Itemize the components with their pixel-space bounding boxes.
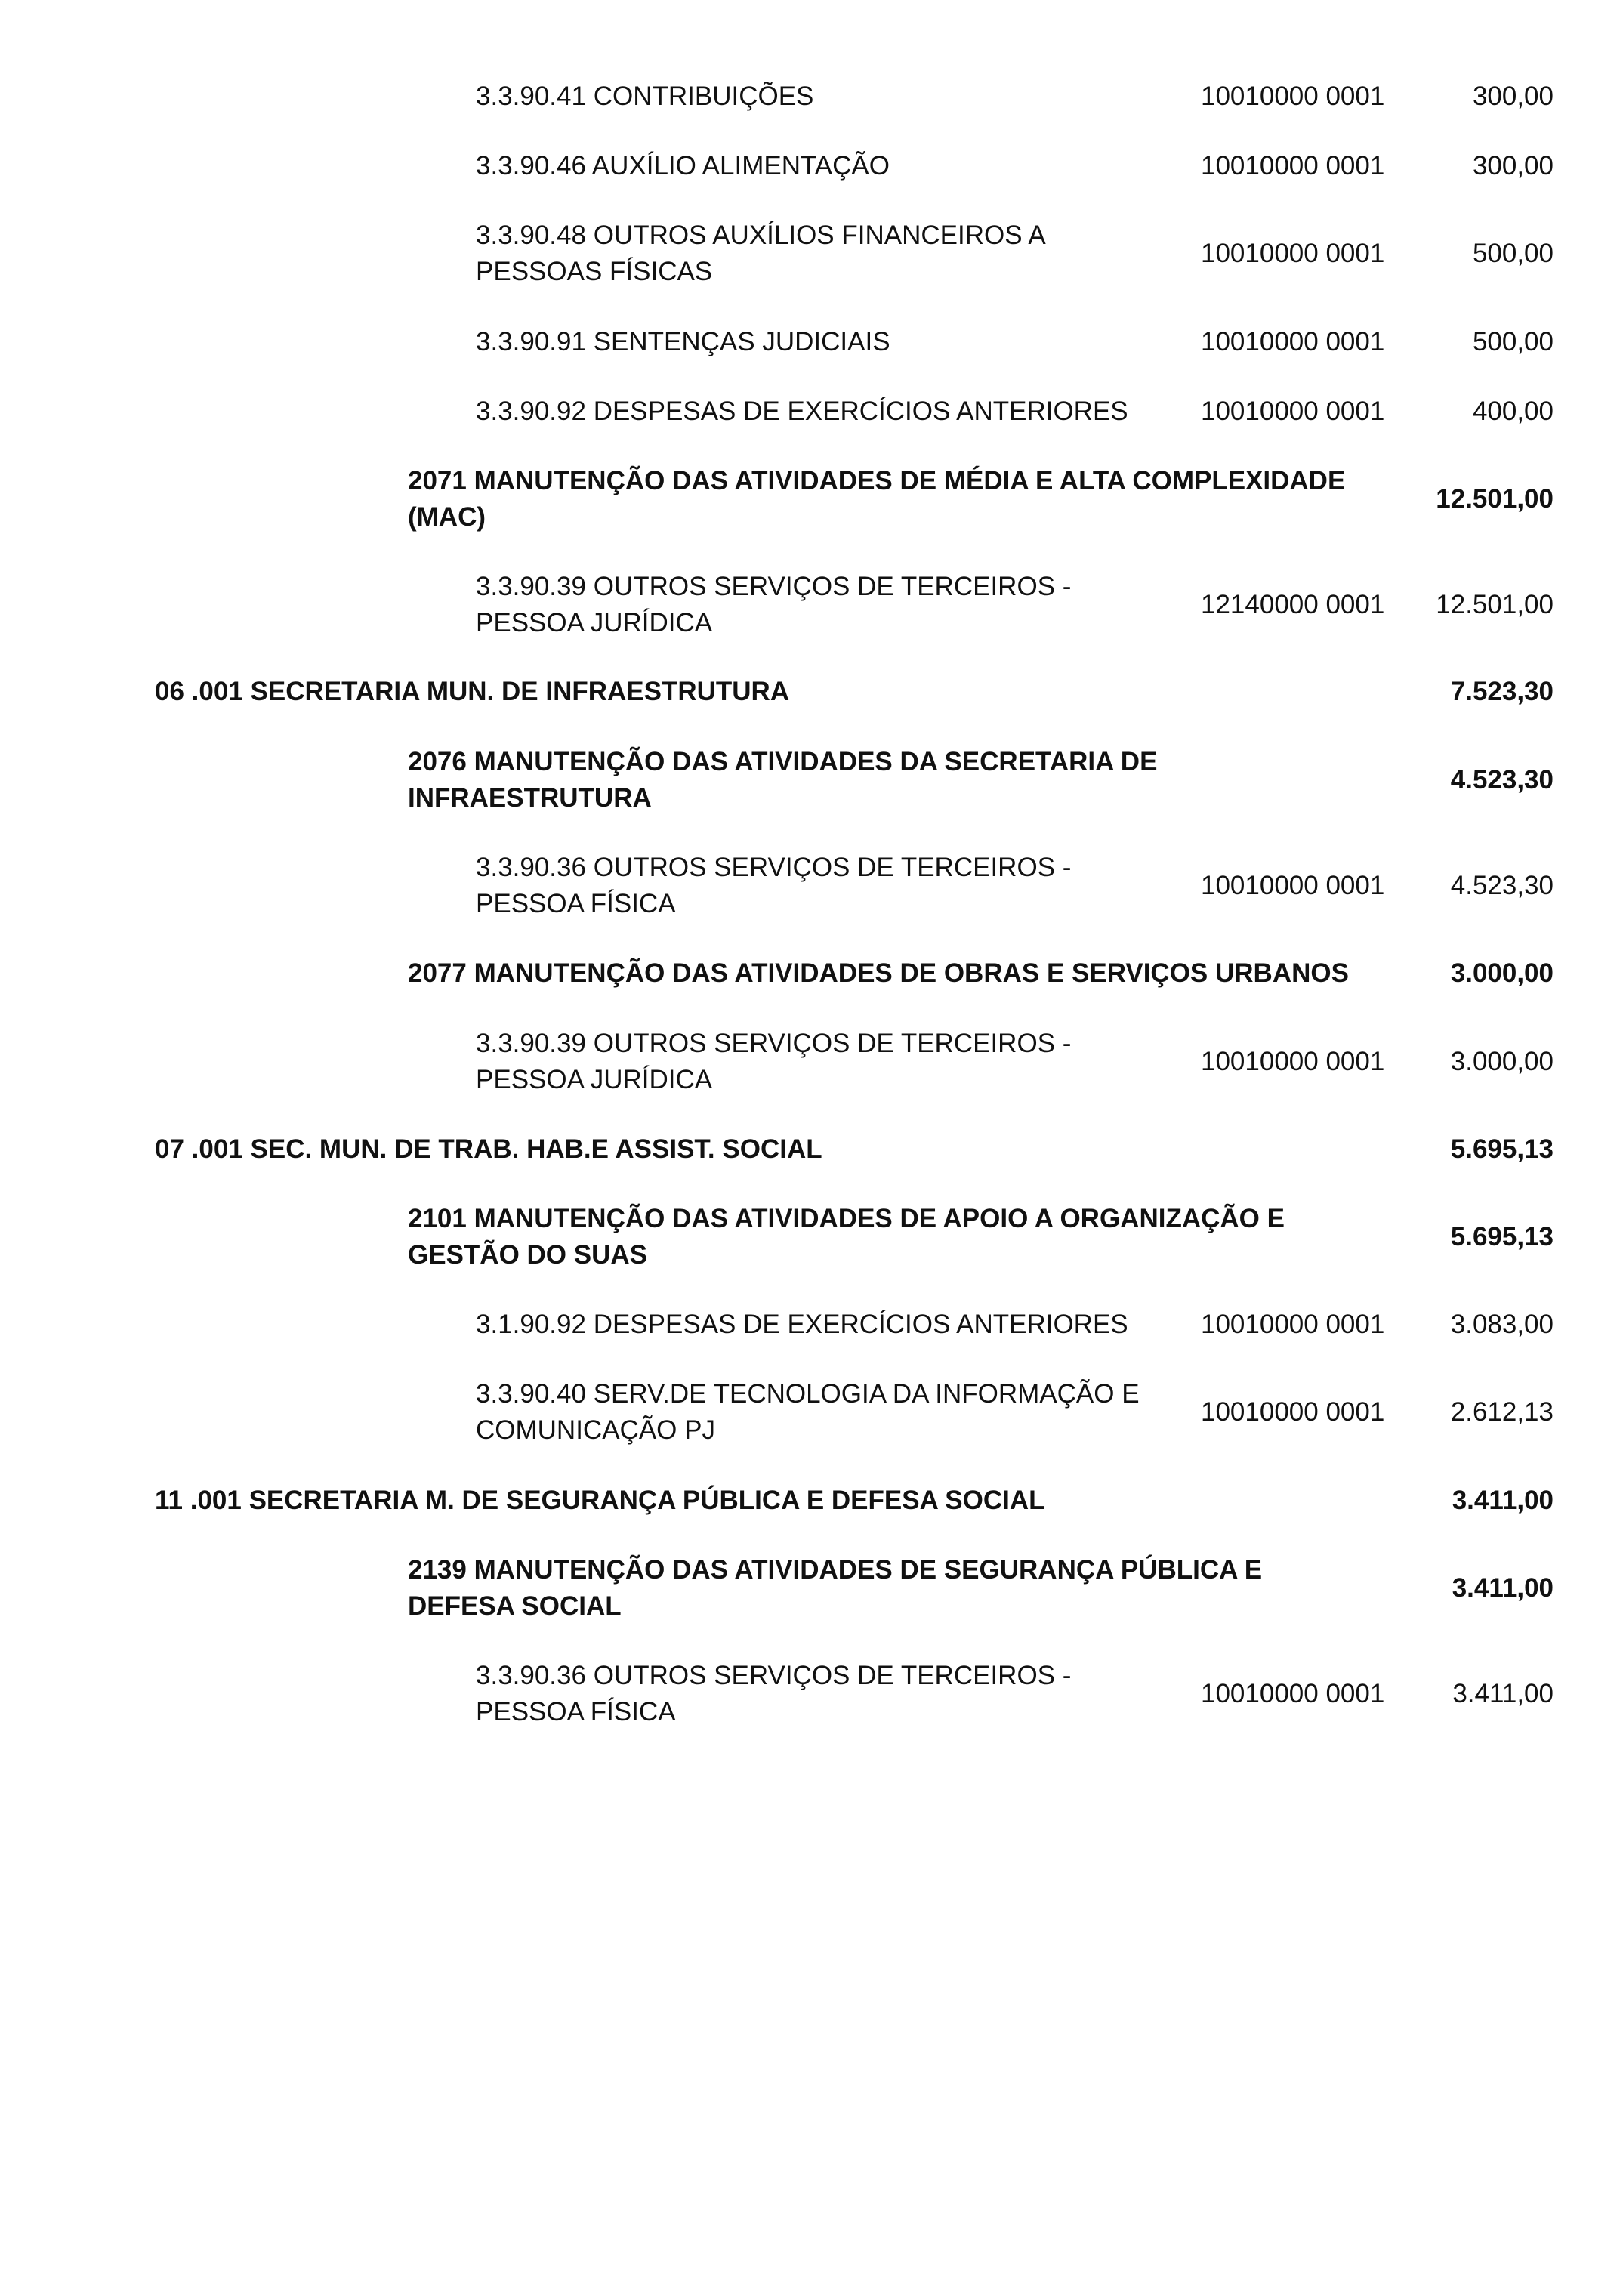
budget-unit-row — [0, 1483, 1623, 1519]
row-description-line: 11 .001 SECRETARIA M. DE SEGURANÇA PÚBLICA E DEFESA SOCIAL — [155, 1486, 1045, 1515]
amount-value: 5.695,13 — [1450, 1222, 1554, 1251]
row-description — [476, 1658, 1071, 1730]
amount-value: 3.000,00 — [1450, 958, 1554, 988]
source-code: 10010000 0001 — [1201, 239, 1385, 268]
amount-value: 400,00 — [1472, 397, 1554, 426]
budget-unit-row — [0, 1131, 1623, 1168]
row-description-line: PESSOAS FÍSICAS — [476, 257, 713, 286]
amount-value: 3.411,00 — [1452, 1679, 1554, 1708]
budget-element-row — [0, 850, 1623, 922]
row-description — [408, 1552, 1262, 1625]
row-description-line: 3.3.90.48 OUTROS AUXÍLIOS FINANCEIROS A — [476, 221, 1046, 250]
row-description-line: 2071 MANUTENÇÃO DAS ATIVIDADES DE MÉDIA E ALTA COMPLEXIDADE — [408, 466, 1346, 495]
budget-element-row — [0, 79, 1623, 115]
amount-value: 300,00 — [1472, 82, 1554, 111]
source-code: 12140000 0001 — [1201, 590, 1385, 619]
source-code: 10010000 0001 — [1201, 82, 1385, 111]
budget-element-row — [0, 148, 1623, 184]
row-description-line: GESTÃO DO SUAS — [408, 1240, 647, 1270]
row-description-line: PESSOA JURÍDICA — [476, 1065, 713, 1094]
source-code: 10010000 0001 — [1201, 1679, 1385, 1708]
budget-element-row — [0, 1658, 1623, 1730]
row-description-line: 3.3.90.46 AUXÍLIO ALIMENTAÇÃO — [476, 151, 890, 181]
budget-element-row — [0, 569, 1623, 641]
row-description-line: 06 .001 SECRETARIA MUN. DE INFRAESTRUTURA — [155, 677, 790, 706]
budget-element-row — [0, 1026, 1623, 1098]
amount-value: 3.000,00 — [1450, 1047, 1554, 1076]
row-description — [476, 324, 890, 360]
row-description — [476, 393, 1128, 430]
row-description — [476, 79, 813, 115]
row-description — [476, 1376, 1140, 1449]
budget-action-row — [0, 1552, 1623, 1625]
amount-value: 300,00 — [1472, 151, 1554, 181]
row-description-line: 07 .001 SEC. MUN. DE TRAB. HAB.E ASSIST. SOCIAL — [155, 1134, 822, 1164]
amount-value: 4.523,30 — [1450, 871, 1554, 900]
row-description-line: 2076 MANUTENÇÃO DAS ATIVIDADES DA SECRETARIA DE — [408, 747, 1158, 776]
row-description — [476, 1026, 1071, 1098]
amount-value: 7.523,30 — [1450, 677, 1554, 706]
budget-action-row — [0, 744, 1623, 816]
budget-action-row — [0, 955, 1623, 992]
row-description — [476, 850, 1071, 922]
row-description — [476, 218, 1046, 290]
amount-value: 12.501,00 — [1436, 484, 1554, 514]
row-description-line: 2101 MANUTENÇÃO DAS ATIVIDADES DE APOIO A ORGANIZAÇÃO E — [408, 1204, 1285, 1233]
row-description-line: INFRAESTRUTURA — [408, 783, 652, 813]
amount-value: 500,00 — [1472, 239, 1554, 268]
amount-value: 3.411,00 — [1452, 1486, 1554, 1515]
row-description — [408, 955, 1349, 992]
row-description-line: 2077 MANUTENÇÃO DAS ATIVIDADES DE OBRAS E SERVIÇOS URBANOS — [408, 958, 1349, 988]
budget-element-row — [0, 218, 1623, 290]
row-description — [476, 148, 890, 184]
row-description-line: 3.3.90.92 DESPESAS DE EXERCÍCIOS ANTERIORES — [476, 397, 1128, 426]
amount-value: 4.523,30 — [1450, 765, 1554, 795]
source-code: 10010000 0001 — [1201, 1310, 1385, 1339]
row-description-line: 3.3.90.40 SERV.DE TECNOLOGIA DA INFORMAÇÃO E — [476, 1379, 1140, 1409]
budget-element-row — [0, 393, 1623, 430]
source-code: 10010000 0001 — [1201, 327, 1385, 356]
row-description-line: 3.3.90.91 SENTENÇAS JUDICIAIS — [476, 327, 890, 356]
budget-element-row — [0, 1376, 1623, 1449]
row-description-line: 3.3.90.36 OUTROS SERVIÇOS DE TERCEIROS - — [476, 1661, 1072, 1690]
row-description — [155, 1131, 822, 1168]
amount-value: 5.695,13 — [1450, 1134, 1554, 1164]
source-code: 10010000 0001 — [1201, 871, 1385, 900]
row-description — [408, 1201, 1285, 1273]
row-description — [155, 1483, 1045, 1519]
row-description-line: (MAC) — [408, 502, 486, 532]
source-code: 10010000 0001 — [1201, 1047, 1385, 1076]
row-description — [476, 569, 1071, 641]
budget-element-row — [0, 1307, 1623, 1343]
budget-action-row — [0, 463, 1623, 535]
source-code: 10010000 0001 — [1201, 397, 1385, 426]
budget-action-row — [0, 1201, 1623, 1273]
row-description-line: DEFESA SOCIAL — [408, 1591, 622, 1621]
row-description-line: 3.3.90.41 CONTRIBUIÇÕES — [476, 82, 814, 111]
row-description-line: 3.3.90.39 OUTROS SERVIÇOS DE TERCEIROS - — [476, 572, 1072, 601]
row-description-line: PESSOA FÍSICA — [476, 889, 676, 918]
row-description-line: COMUNICAÇÃO PJ — [476, 1415, 715, 1445]
row-description-line: PESSOA FÍSICA — [476, 1697, 676, 1727]
budget-element-row — [0, 324, 1623, 360]
row-description — [155, 674, 789, 710]
amount-value: 12.501,00 — [1436, 590, 1554, 619]
amount-value: 3.083,00 — [1450, 1310, 1554, 1339]
amount-value: 500,00 — [1472, 327, 1554, 356]
row-description-line: 3.3.90.39 OUTROS SERVIÇOS DE TERCEIROS - — [476, 1029, 1072, 1058]
row-description — [476, 1307, 1128, 1343]
row-description — [408, 463, 1345, 535]
amount-value: 2.612,13 — [1450, 1397, 1554, 1427]
row-description-line: PESSOA JURÍDICA — [476, 608, 713, 637]
source-code: 10010000 0001 — [1201, 1397, 1385, 1427]
budget-unit-row — [0, 674, 1623, 710]
source-code: 10010000 0001 — [1201, 151, 1385, 181]
row-description-line: 3.1.90.92 DESPESAS DE EXERCÍCIOS ANTERIORES — [476, 1310, 1128, 1339]
row-description-line: 2139 MANUTENÇÃO DAS ATIVIDADES DE SEGURANÇA PÚBLICA E — [408, 1555, 1263, 1585]
amount-value: 3.411,00 — [1452, 1573, 1554, 1603]
row-description — [408, 744, 1157, 816]
row-description-line: 3.3.90.36 OUTROS SERVIÇOS DE TERCEIROS - — [476, 853, 1072, 882]
